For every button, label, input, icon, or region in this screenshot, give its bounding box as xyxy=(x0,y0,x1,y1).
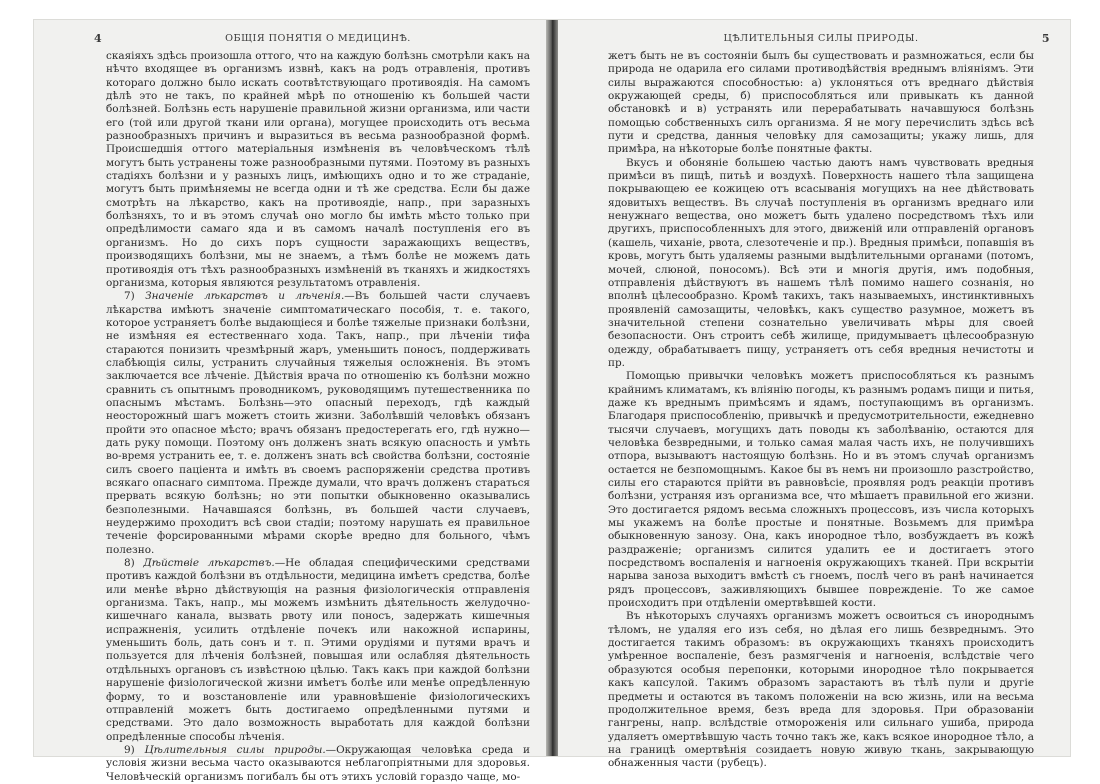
right-page xyxy=(558,20,1070,770)
paragraph xyxy=(608,157,1034,371)
paragraph-text: Въ нѣкоторыхъ случаяхъ организмъ можетъ освоиться съ инороднымъ тѣломъ, не удаляя его изъ себя, но дѣлая его лишь безвреднымъ. Это достигается такимъ образомъ: въ окружающихъ тканяхъ происходитъ умѣренное воспаленіе, безъ размягченія и нагноенія, вслѣдствіе чего образуются особыя перепонки, которыми инородное тѣло покрывается какъ капсулой. Такимъ образомъ зарастаютъ въ тѣлѣ пули и другіе предметы и остаются въ такомъ положеніи на всю жизнь, или на весьма продолжительное время, безъ вреда для здоровья. При образованіи гангрены, напр. вслѣдствіе отмороженія или сильнаго ушиба, природа удаляетъ омертвѣвшую часть точно такъ же, какъ всякое инородное тѣло, а на границѣ омертвѣнія созидаетъ новую живую ткань, закрывающую обнаженныя части (рубецъ). xyxy=(608,610,1034,770)
section-heading: Цѣлительныя силы природы. xyxy=(144,743,326,756)
paragraph-text: Помощью привычки человѣкъ можетъ приспособляться къ разнымъ крайнимъ климатамъ, къ вліянію погоды, къ разнымъ родамъ пищи и питья, даже къ вреднымъ примѣсямъ и ядамъ, поступающимъ въ организмъ. Благодаря приспособленію, привычкѣ и предусмотрительности, ежедневно тысячи случаевъ, могущихъ дать поводы къ заболѣванію, остаются для человѣка безвредными, и только самая малая часть ихъ, не получившихъ отпора, вызываютъ настоящую болѣзнь. Но и въ этомъ случаѣ организмъ остается не безпомощнымъ. Какое бы въ немъ ни произошло разстройство, силы его стараются прійти въ равновѣсіе, проявляя родъ реакціи противъ болѣзни, устраняя изъ организма все, что мѣшаетъ правильной его жизни. Это достигается рядомъ весьма сложныхъ процессовъ, изъ числа которыхъ мы укажемъ на болѣе простые и понятные. Возьмемъ для примѣра обыкновенную занозу. Она, какъ инородное тѣло, возбуждаетъ въ кожѣ раздраженіе; организмъ силится удалить ее и достигаетъ этого посредствомъ воспаленія и нагноенія окружающихъ тканей. При вскрытіи нарыва заноза выходитъ вмѣстѣ съ гноемъ, послѣ чего въ ранѣ начинается рядъ процессовъ, заживляющихъ бывшее поврежденіе. То же самое происходитъ при отдѣленіи омертвѣвшей кости. xyxy=(608,370,1034,610)
paragraph-text: —Окружающая человѣка среда и условія жизни весьма часто оказываются неблагопріятными для здоровья. Человѣческій организмъ погибалъ бы отъ этихъ условій гораздо чаще, мо- xyxy=(106,743,530,783)
right-page-text xyxy=(608,50,1034,771)
book-spread xyxy=(34,20,1070,783)
left-page-text xyxy=(106,50,530,784)
paragraph xyxy=(106,50,530,290)
book-gutter xyxy=(546,20,558,756)
paragraph-text: Вкусъ и обоняніе большею частью даютъ намъ чувствовать вредныя примѣси въ пищѣ, питьѣ и воздухѣ. Поверхность нашего тѣла защищена покрывающею ее кожицею отъ всасыванія могущихъ на нее дѣйствовать ядовитыхъ веществъ. Въ случаѣ поступленія въ организмъ вреднаго или ненужнаго вещества, оно можетъ быть удалено посредствомъ тѣхъ или другихъ, приспособленныхъ для этого, движеній или отправленій органовъ (кашель, чиханіе, рвота, слезотеченіе и пр.). Вредныя примѣси, попавшія въ кровь, могутъ быть удаляемы разными выдѣлительными органами (потомъ, мочей, слюной, поносомъ). Всѣ эти и многія другія, имъ подобныя, отправленія дѣйствуютъ въ нашемъ тѣлѣ помимо нашего сознанія, но вполнѣ цѣлесообразно. Кромѣ такихъ, такъ называемыхъ, инстинктивныхъ проявленій самозащиты, человѣкъ, какъ существо разумное, можетъ въ значительной степени сознательно увеличивать мѣры для своей безопасности. Онъ строитъ себѣ жилище, придумываетъ цѣлесообразную одежду, обрабатываетъ пищу, устраняетъ отъ себя вредныя нечистоты и пр. xyxy=(608,156,1034,369)
right-page-number: 5 xyxy=(1041,32,1050,45)
right-running-head xyxy=(608,32,1050,50)
left-page-number: 4 xyxy=(94,32,103,45)
paragraph-text: скаяіяхъ здѣсь произошла оттого, что на каждую болѣзнь смотрѣли какъ на нѣчто входящее въ организмъ извнѣ, какъ на родъ отравленія, противъ котораго должно было искать соотвѣтствующаго противоядія. На самомъ дѣлѣ это не такъ, по крайней мѣрѣ по отношенію къ большей части болѣзней. Болѣзнь есть нарушеніе правильной жизни организма, или части его (той или другой ткани или органа), могущее происходить отъ весьма разнообразныхъ причинъ и выразиться въ весьма разнообразной формѣ. Происшедшія оттого матеріальныя измѣненія въ человѣческомъ тѣлѣ могутъ быть устранены тоже разнообразными путями. Поэтому въ разныхъ стадіяхъ болѣзни и у разныхъ лицъ, имѣющихъ одно и то же страданіе, могутъ быть примѣняемы не всегда одни и тѣ же средства. Если бы даже смотрѣть на лѣкарство, какъ на противоядіе, напр., при заразныхъ болѣзняхъ, то и въ этомъ случаѣ оно могло бы имѣть мѣсто только при опредѣлимости самаго яда и въ самомъ началѣ поступленія его въ организмъ. Но до сихъ поръ сущности заражающихъ веществъ, производящихъ болѣзни, мы не знаемъ, а тѣмъ болѣе не можемъ дать противоядія отъ тѣхъ разнообразныхъ измѣненій въ тканяхъ и жидкостяхъ организма, которыя являются результатомъ отравленія. xyxy=(106,50,530,289)
paragraph-text: —Въ большей части случаевъ лѣкарства имѣютъ значеніе симптоматическаго пособія, т. е. такого, которое устраняетъ болѣе выдающіеся и болѣе тяжелые признаки болѣзни, не измѣняя ея естественнаго хода. Такъ, напр., при лѣченіи тифа стараются понизить чрезмѣрный жаръ, уменьшить поносъ, поддерживать слабѣющія силы, устранить случайныя тяжелыя осложненія. Въ этомъ заключается все лѣченіе. Дѣйствія врача по отношенію къ болѣзни можно сравнить съ опытнымъ проводникомъ, руководящимъ путешественника по опаснымъ мѣстамъ. Болѣзнь—это опасный переходъ, гдѣ каждый неосторожный шагъ можетъ стоить жизни. Заболѣвшій человѣкъ обязанъ пройти это опасное мѣсто; врачъ обязанъ предостерегать его, гдѣ нужно—дать руку помощи. Поэтому онъ долженъ знать всякую опасность и умѣть во-время устранить ее, т. е. долженъ знать всѣ свойства болѣзни, состояніе силъ своего паціента и имѣть въ своемъ распоряженіи средства противъ всякаго опаснаго симптома. Прежде думали, что врачъ долженъ стараться прервать всякую болѣзнь; но эти попытки обыкновенно оказывались безполезными. Начавшаяся болѣзнь, въ большей части случаевъ, неудержимо проходитъ всѣ свои стадіи; поэтому нарушать ея правильное теченіе форсированными мѣрами скорѣе вредно для больного, чѣмъ полезно. xyxy=(106,290,530,556)
left-running-title: ОБЩІЯ ПОНЯТІЯ О МЕДИЦИНѢ. xyxy=(225,33,411,44)
section-heading: Значеніе лѣкарствъ и лѣченія. xyxy=(145,290,345,303)
paragraph xyxy=(608,610,1034,770)
paragraph xyxy=(106,744,530,784)
right-running-title: ЦѢЛИТЕЛЬНЫЯ СИЛЫ ПРИРОДЫ. xyxy=(723,33,919,44)
paragraph-text: —Не обладая специфическими средствами противъ каждой болѣзни въ отдѣльности, медицина имѣетъ средства, болѣе или менѣе вѣрно дѣйствующія на разныя физіологическія отправленія организма. Такъ, напр., мы можемъ измѣнить дѣятельность желудочно-кишечнаго канала, вызвать рвоту или поносъ, задержать кишечныя испражненія, усилить отдѣленіе почекъ или накожной испарины, уменьшить боль, дать сонъ и т. п. Этими орудіями и путями врачъ и пользуется для лѣченія болѣзней, повышая или ослабляя дѣятельность отдѣльныхъ органовъ съ извѣстною цѣлью. Такъ какъ при каждой болѣзни нарушеніе физіологической жизни имѣетъ болѣе или менѣе опредѣленную форму, то и возстановленіе или уравновѣшеніе физіологическихъ отправленій можетъ быть достигаемо опредѣленными путями и средствами. Это дало возможность выработать для каждой болѣзни опредѣленные способы лѣченія. xyxy=(106,557,530,743)
section-number: 9) xyxy=(124,743,145,756)
paragraph xyxy=(608,50,1034,157)
paragraph xyxy=(608,370,1034,610)
left-running-head xyxy=(94,32,530,50)
left-page xyxy=(34,20,546,783)
section-number: 8) xyxy=(124,557,144,570)
paragraph xyxy=(106,290,530,557)
paragraph xyxy=(106,557,530,744)
section-number: 7) xyxy=(124,290,146,303)
section-heading: Дѣйствіе лѣкарствъ. xyxy=(143,557,275,570)
paragraph-text: жетъ быть не въ состояніи былъ бы существовать и размножаться, если бы природа не одарила его силами противодѣйствія вреднымъ вліяніямъ. Эти силы выражаются способностью: а) уклоняться отъ вреднаго дѣйствія окружающей среды, б) приспособляться или привыкать къ данной обстановкѣ и в) устранять или перерабатывать начавшуюся болѣзнь помощью собственныхъ силъ организма. Я не могу перечислить здѣсь всѣ пути и средства, данныя человѣку для самозащиты; укажу лишь, для примѣра, на нѣкоторые болѣе понятные факты. xyxy=(608,50,1034,156)
